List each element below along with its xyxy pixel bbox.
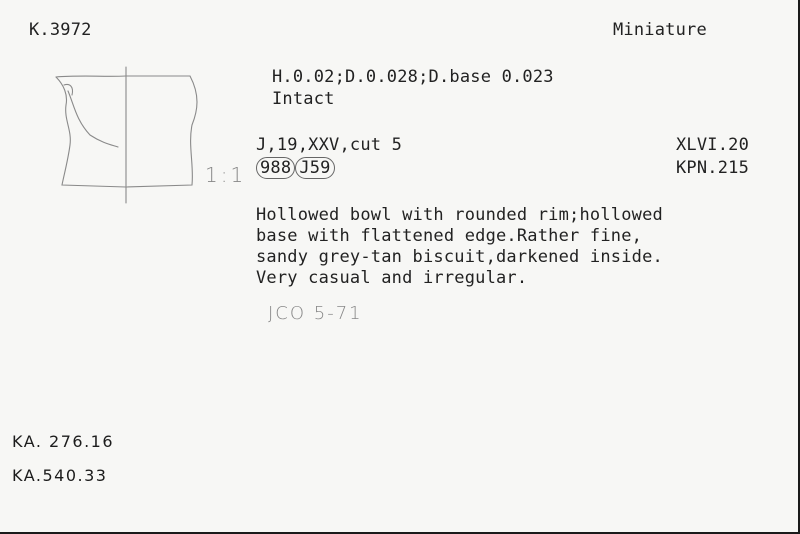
- plate-reference: XLVI.20: [676, 135, 750, 155]
- scale-note: 1:1: [205, 163, 247, 187]
- description-line-1: Hollowed bowl with rounded rim;hollowed: [256, 205, 663, 225]
- description-line-3: sandy grey-tan biscuit,darkened inside.: [256, 247, 663, 267]
- description-line-4: Very casual and irregular.: [256, 268, 528, 288]
- condition-text: Intact: [272, 89, 335, 109]
- reference-b: J59: [295, 157, 334, 179]
- reference-row: [256, 158, 335, 179]
- profile-drawing-icon: [50, 65, 210, 205]
- catalog-number: K.3972: [29, 20, 92, 40]
- reference-a: 988: [256, 157, 295, 179]
- dimensions-text: H.0.02;D.0.028;D.base 0.023: [272, 67, 554, 87]
- inventory-note-1: KA. 276.16: [12, 432, 115, 451]
- category-label: Miniature: [613, 20, 707, 40]
- kpn-reference: KPN.215: [676, 158, 750, 178]
- inventory-note-2: KA.540.33: [12, 466, 108, 485]
- initials-note: JCO 5-71: [268, 303, 363, 324]
- findspot-text: J,19,XXV,cut 5: [256, 135, 403, 155]
- description-line-2: base with flattened edge.Rather fine,: [256, 226, 643, 246]
